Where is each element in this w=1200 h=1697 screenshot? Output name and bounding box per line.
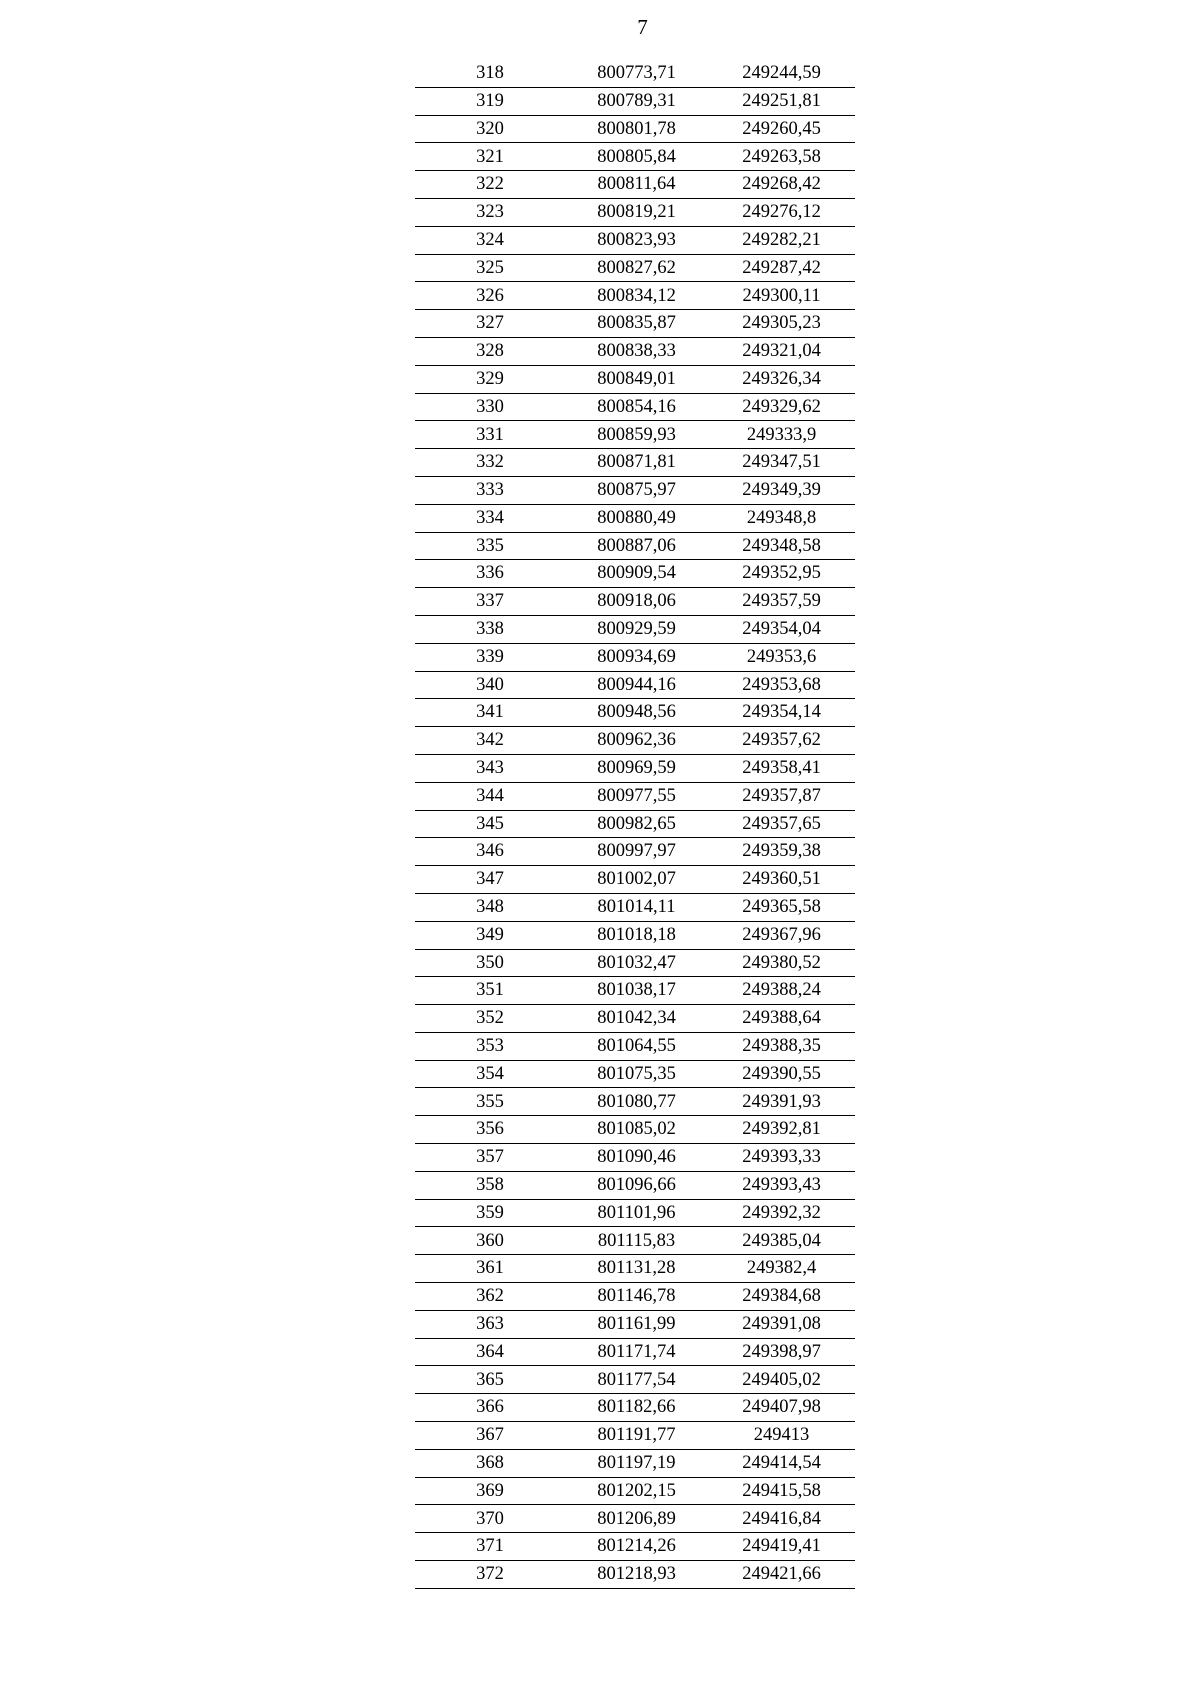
table-row bbox=[415, 532, 855, 560]
point-number-cell: 363 bbox=[415, 1310, 565, 1338]
y-coordinate-cell: 249357,87 bbox=[708, 782, 855, 810]
table-row bbox=[415, 476, 855, 504]
table-row bbox=[415, 1283, 855, 1311]
x-coordinate-cell: 800929,59 bbox=[565, 615, 708, 643]
point-number-cell: 349 bbox=[415, 921, 565, 949]
y-coordinate-cell: 249353,6 bbox=[708, 643, 855, 671]
point-number-cell: 330 bbox=[415, 393, 565, 421]
x-coordinate-cell: 801085,02 bbox=[565, 1116, 708, 1144]
x-coordinate-cell: 800834,12 bbox=[565, 282, 708, 310]
table-row bbox=[415, 87, 855, 115]
y-coordinate-cell: 249348,8 bbox=[708, 504, 855, 532]
y-coordinate-cell: 249398,97 bbox=[708, 1338, 855, 1366]
point-number-cell: 329 bbox=[415, 365, 565, 393]
point-number-cell: 369 bbox=[415, 1477, 565, 1505]
y-coordinate-cell: 249391,93 bbox=[708, 1088, 855, 1116]
coordinates-table bbox=[415, 60, 855, 1589]
y-coordinate-cell: 249380,52 bbox=[708, 949, 855, 977]
table-row bbox=[415, 1449, 855, 1477]
table-row bbox=[415, 588, 855, 616]
table-row bbox=[415, 1394, 855, 1422]
x-coordinate-cell: 800982,65 bbox=[565, 810, 708, 838]
x-coordinate-cell: 801080,77 bbox=[565, 1088, 708, 1116]
x-coordinate-cell: 800887,06 bbox=[565, 532, 708, 560]
point-number-cell: 318 bbox=[415, 60, 565, 87]
x-coordinate-cell: 801075,35 bbox=[565, 1060, 708, 1088]
y-coordinate-cell: 249349,39 bbox=[708, 476, 855, 504]
point-number-cell: 366 bbox=[415, 1394, 565, 1422]
coordinates-table-body bbox=[415, 60, 855, 1588]
table-row bbox=[415, 310, 855, 338]
table-row bbox=[415, 949, 855, 977]
x-coordinate-cell: 800789,31 bbox=[565, 87, 708, 115]
point-number-cell: 368 bbox=[415, 1449, 565, 1477]
point-number-cell: 364 bbox=[415, 1338, 565, 1366]
x-coordinate-cell: 800871,81 bbox=[565, 449, 708, 477]
x-coordinate-cell: 801090,46 bbox=[565, 1144, 708, 1172]
table-row bbox=[415, 1533, 855, 1561]
x-coordinate-cell: 800934,69 bbox=[565, 643, 708, 671]
x-coordinate-cell: 800801,78 bbox=[565, 115, 708, 143]
y-coordinate-cell: 249388,35 bbox=[708, 1032, 855, 1060]
point-number-cell: 345 bbox=[415, 810, 565, 838]
y-coordinate-cell: 249333,9 bbox=[708, 421, 855, 449]
x-coordinate-cell: 801042,34 bbox=[565, 1005, 708, 1033]
x-coordinate-cell: 800835,87 bbox=[565, 310, 708, 338]
y-coordinate-cell: 249268,42 bbox=[708, 171, 855, 199]
point-number-cell: 340 bbox=[415, 671, 565, 699]
table-row bbox=[415, 421, 855, 449]
point-number-cell: 371 bbox=[415, 1533, 565, 1561]
x-coordinate-cell: 800838,33 bbox=[565, 337, 708, 365]
point-number-cell: 352 bbox=[415, 1005, 565, 1033]
point-number-cell: 341 bbox=[415, 699, 565, 727]
point-number-cell: 335 bbox=[415, 532, 565, 560]
x-coordinate-cell: 800909,54 bbox=[565, 560, 708, 588]
y-coordinate-cell: 249384,68 bbox=[708, 1283, 855, 1311]
page-number: 7 bbox=[637, 15, 648, 39]
point-number-cell: 370 bbox=[415, 1505, 565, 1533]
y-coordinate-cell: 249300,11 bbox=[708, 282, 855, 310]
y-coordinate-cell: 249357,65 bbox=[708, 810, 855, 838]
y-coordinate-cell: 249347,51 bbox=[708, 449, 855, 477]
x-coordinate-cell: 800977,55 bbox=[565, 782, 708, 810]
point-number-cell: 323 bbox=[415, 198, 565, 226]
y-coordinate-cell: 249276,12 bbox=[708, 198, 855, 226]
point-number-cell: 372 bbox=[415, 1561, 565, 1589]
y-coordinate-cell: 249392,32 bbox=[708, 1199, 855, 1227]
y-coordinate-cell: 249352,95 bbox=[708, 560, 855, 588]
x-coordinate-cell: 801202,15 bbox=[565, 1477, 708, 1505]
x-coordinate-cell: 800819,21 bbox=[565, 198, 708, 226]
y-coordinate-cell: 249354,14 bbox=[708, 699, 855, 727]
y-coordinate-cell: 249359,38 bbox=[708, 838, 855, 866]
x-coordinate-cell: 801182,66 bbox=[565, 1394, 708, 1422]
table-row bbox=[415, 254, 855, 282]
point-number-cell: 324 bbox=[415, 226, 565, 254]
table-row bbox=[415, 754, 855, 782]
y-coordinate-cell: 249419,41 bbox=[708, 1533, 855, 1561]
x-coordinate-cell: 801161,99 bbox=[565, 1310, 708, 1338]
point-number-cell: 332 bbox=[415, 449, 565, 477]
point-number-cell: 343 bbox=[415, 754, 565, 782]
y-coordinate-cell: 249260,45 bbox=[708, 115, 855, 143]
x-coordinate-cell: 801064,55 bbox=[565, 1032, 708, 1060]
table-row bbox=[415, 1227, 855, 1255]
table-row bbox=[415, 1561, 855, 1589]
table-row bbox=[415, 727, 855, 755]
y-coordinate-cell: 249357,62 bbox=[708, 727, 855, 755]
table-row bbox=[415, 171, 855, 199]
x-coordinate-cell: 801032,47 bbox=[565, 949, 708, 977]
table-row bbox=[415, 60, 855, 87]
y-coordinate-cell: 249282,21 bbox=[708, 226, 855, 254]
point-number-cell: 367 bbox=[415, 1422, 565, 1450]
x-coordinate-cell: 800827,62 bbox=[565, 254, 708, 282]
table-row bbox=[415, 866, 855, 894]
x-coordinate-cell: 800948,56 bbox=[565, 699, 708, 727]
point-number-cell: 360 bbox=[415, 1227, 565, 1255]
table-row bbox=[415, 504, 855, 532]
y-coordinate-cell: 249388,64 bbox=[708, 1005, 855, 1033]
x-coordinate-cell: 801096,66 bbox=[565, 1171, 708, 1199]
table-row bbox=[415, 115, 855, 143]
table-row bbox=[415, 1171, 855, 1199]
table-row bbox=[415, 1422, 855, 1450]
point-number-cell: 357 bbox=[415, 1144, 565, 1172]
x-coordinate-cell: 800918,06 bbox=[565, 588, 708, 616]
x-coordinate-cell: 800859,93 bbox=[565, 421, 708, 449]
table-row bbox=[415, 977, 855, 1005]
y-coordinate-cell: 249421,66 bbox=[708, 1561, 855, 1589]
table-row bbox=[415, 643, 855, 671]
point-number-cell: 321 bbox=[415, 143, 565, 171]
y-coordinate-cell: 249391,08 bbox=[708, 1310, 855, 1338]
y-coordinate-cell: 249367,96 bbox=[708, 921, 855, 949]
table-row bbox=[415, 671, 855, 699]
y-coordinate-cell: 249393,43 bbox=[708, 1171, 855, 1199]
point-number-cell: 333 bbox=[415, 476, 565, 504]
table-row bbox=[415, 1366, 855, 1394]
y-coordinate-cell: 249390,55 bbox=[708, 1060, 855, 1088]
x-coordinate-cell: 800944,16 bbox=[565, 671, 708, 699]
table-row bbox=[415, 1005, 855, 1033]
x-coordinate-cell: 801115,83 bbox=[565, 1227, 708, 1255]
y-coordinate-cell: 249329,62 bbox=[708, 393, 855, 421]
point-number-cell: 354 bbox=[415, 1060, 565, 1088]
x-coordinate-cell: 800823,93 bbox=[565, 226, 708, 254]
point-number-cell: 326 bbox=[415, 282, 565, 310]
table-row bbox=[415, 1060, 855, 1088]
point-number-cell: 348 bbox=[415, 893, 565, 921]
point-number-cell: 339 bbox=[415, 643, 565, 671]
y-coordinate-cell: 249287,42 bbox=[708, 254, 855, 282]
point-number-cell: 347 bbox=[415, 866, 565, 894]
table-row bbox=[415, 1338, 855, 1366]
table-row bbox=[415, 893, 855, 921]
table-row bbox=[415, 1505, 855, 1533]
x-coordinate-cell: 801191,77 bbox=[565, 1422, 708, 1450]
table-row bbox=[415, 198, 855, 226]
y-coordinate-cell: 249305,23 bbox=[708, 310, 855, 338]
y-coordinate-cell: 249263,58 bbox=[708, 143, 855, 171]
y-coordinate-cell: 249365,58 bbox=[708, 893, 855, 921]
y-coordinate-cell: 249413 bbox=[708, 1422, 855, 1450]
table-row bbox=[415, 921, 855, 949]
point-number-cell: 353 bbox=[415, 1032, 565, 1060]
table-row bbox=[415, 782, 855, 810]
point-number-cell: 359 bbox=[415, 1199, 565, 1227]
y-coordinate-cell: 249353,68 bbox=[708, 671, 855, 699]
table-row bbox=[415, 1310, 855, 1338]
x-coordinate-cell: 801146,78 bbox=[565, 1283, 708, 1311]
table-row bbox=[415, 1032, 855, 1060]
point-number-cell: 319 bbox=[415, 87, 565, 115]
point-number-cell: 342 bbox=[415, 727, 565, 755]
point-number-cell: 328 bbox=[415, 337, 565, 365]
table-row bbox=[415, 1255, 855, 1283]
x-coordinate-cell: 800962,36 bbox=[565, 727, 708, 755]
y-coordinate-cell: 249416,84 bbox=[708, 1505, 855, 1533]
table-row bbox=[415, 449, 855, 477]
point-number-cell: 336 bbox=[415, 560, 565, 588]
y-coordinate-cell: 249326,34 bbox=[708, 365, 855, 393]
y-coordinate-cell: 249358,41 bbox=[708, 754, 855, 782]
y-coordinate-cell: 249414,54 bbox=[708, 1449, 855, 1477]
table-row bbox=[415, 282, 855, 310]
y-coordinate-cell: 249382,4 bbox=[708, 1255, 855, 1283]
x-coordinate-cell: 800811,64 bbox=[565, 171, 708, 199]
point-number-cell: 322 bbox=[415, 171, 565, 199]
table-row bbox=[415, 810, 855, 838]
y-coordinate-cell: 249354,04 bbox=[708, 615, 855, 643]
x-coordinate-cell: 800880,49 bbox=[565, 504, 708, 532]
y-coordinate-cell: 249321,04 bbox=[708, 337, 855, 365]
point-number-cell: 346 bbox=[415, 838, 565, 866]
point-number-cell: 334 bbox=[415, 504, 565, 532]
point-number-cell: 320 bbox=[415, 115, 565, 143]
y-coordinate-cell: 249388,24 bbox=[708, 977, 855, 1005]
point-number-cell: 327 bbox=[415, 310, 565, 338]
x-coordinate-cell: 800875,97 bbox=[565, 476, 708, 504]
point-number-cell: 350 bbox=[415, 949, 565, 977]
x-coordinate-cell: 800997,97 bbox=[565, 838, 708, 866]
table-row bbox=[415, 365, 855, 393]
x-coordinate-cell: 801101,96 bbox=[565, 1199, 708, 1227]
y-coordinate-cell: 249360,51 bbox=[708, 866, 855, 894]
point-number-cell: 361 bbox=[415, 1255, 565, 1283]
x-coordinate-cell: 800773,71 bbox=[565, 60, 708, 87]
point-number-cell: 365 bbox=[415, 1366, 565, 1394]
y-coordinate-cell: 249244,59 bbox=[708, 60, 855, 87]
point-number-cell: 331 bbox=[415, 421, 565, 449]
y-coordinate-cell: 249251,81 bbox=[708, 87, 855, 115]
y-coordinate-cell: 249405,02 bbox=[708, 1366, 855, 1394]
point-number-cell: 358 bbox=[415, 1171, 565, 1199]
x-coordinate-cell: 801018,18 bbox=[565, 921, 708, 949]
table-row bbox=[415, 1116, 855, 1144]
y-coordinate-cell: 249415,58 bbox=[708, 1477, 855, 1505]
x-coordinate-cell: 800969,59 bbox=[565, 754, 708, 782]
table-row bbox=[415, 393, 855, 421]
x-coordinate-cell: 800805,84 bbox=[565, 143, 708, 171]
x-coordinate-cell: 800854,16 bbox=[565, 393, 708, 421]
point-number-cell: 356 bbox=[415, 1116, 565, 1144]
table-row bbox=[415, 337, 855, 365]
point-number-cell: 325 bbox=[415, 254, 565, 282]
x-coordinate-cell: 801177,54 bbox=[565, 1366, 708, 1394]
point-number-cell: 351 bbox=[415, 977, 565, 1005]
x-coordinate-cell: 801214,26 bbox=[565, 1533, 708, 1561]
point-number-cell: 337 bbox=[415, 588, 565, 616]
table-row bbox=[415, 838, 855, 866]
table-row bbox=[415, 1088, 855, 1116]
table-row bbox=[415, 615, 855, 643]
table-row bbox=[415, 143, 855, 171]
point-number-cell: 355 bbox=[415, 1088, 565, 1116]
table-row bbox=[415, 226, 855, 254]
x-coordinate-cell: 801171,74 bbox=[565, 1338, 708, 1366]
table-row bbox=[415, 560, 855, 588]
table-row bbox=[415, 1477, 855, 1505]
x-coordinate-cell: 801206,89 bbox=[565, 1505, 708, 1533]
table-row bbox=[415, 699, 855, 727]
x-coordinate-cell: 801038,17 bbox=[565, 977, 708, 1005]
x-coordinate-cell: 800849,01 bbox=[565, 365, 708, 393]
point-number-cell: 362 bbox=[415, 1283, 565, 1311]
y-coordinate-cell: 249393,33 bbox=[708, 1144, 855, 1172]
x-coordinate-cell: 801002,07 bbox=[565, 866, 708, 894]
y-coordinate-cell: 249348,58 bbox=[708, 532, 855, 560]
y-coordinate-cell: 249392,81 bbox=[708, 1116, 855, 1144]
x-coordinate-cell: 801131,28 bbox=[565, 1255, 708, 1283]
x-coordinate-cell: 801197,19 bbox=[565, 1449, 708, 1477]
table-row bbox=[415, 1199, 855, 1227]
point-number-cell: 338 bbox=[415, 615, 565, 643]
x-coordinate-cell: 801218,93 bbox=[565, 1561, 708, 1589]
y-coordinate-cell: 249385,04 bbox=[708, 1227, 855, 1255]
table-row bbox=[415, 1144, 855, 1172]
y-coordinate-cell: 249357,59 bbox=[708, 588, 855, 616]
y-coordinate-cell: 249407,98 bbox=[708, 1394, 855, 1422]
point-number-cell: 344 bbox=[415, 782, 565, 810]
x-coordinate-cell: 801014,11 bbox=[565, 893, 708, 921]
